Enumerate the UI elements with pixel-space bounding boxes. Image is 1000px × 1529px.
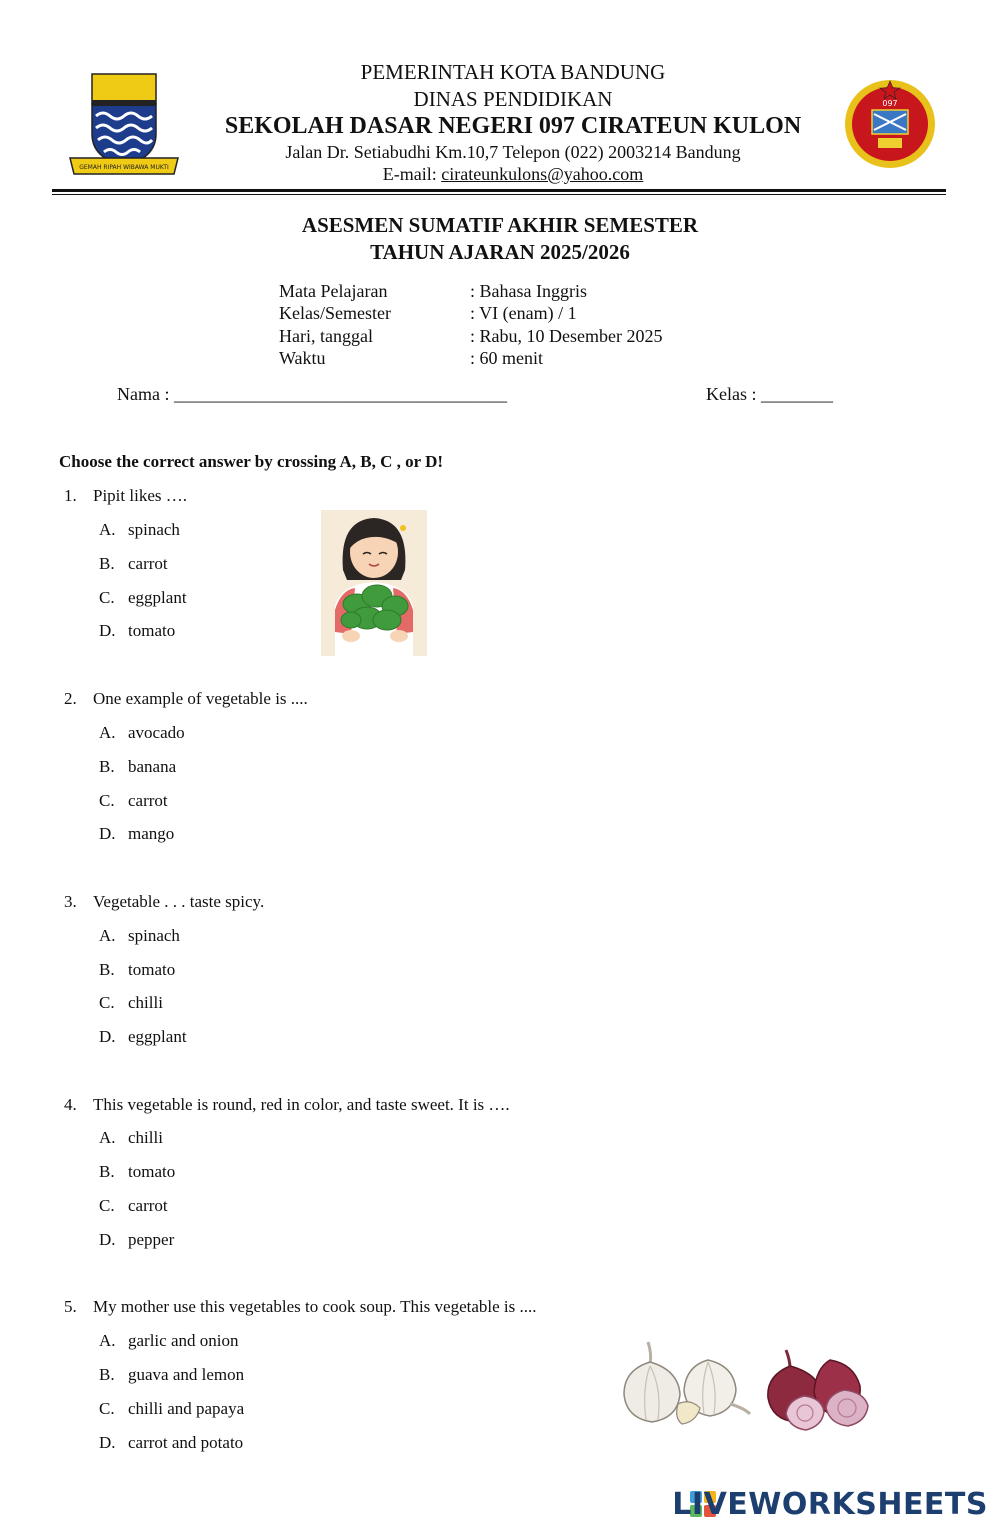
info-value-subject: : Bahasa Inggris: [470, 281, 587, 301]
student-name-field[interactable]: Nama : _____________________________________: [117, 384, 507, 404]
question-text: One example of vegetable is ....: [93, 689, 308, 708]
school-seal-logo: [842, 78, 938, 170]
info-value-time: : 60 menit: [470, 348, 543, 368]
option-letter[interactable]: C.: [99, 1196, 115, 1215]
option-letter[interactable]: D.: [99, 621, 116, 640]
student-class-field[interactable]: Kelas : ________: [706, 384, 833, 404]
option-letter[interactable]: A.: [99, 723, 116, 742]
info-value-date: : Rabu, 10 Desember 2025: [470, 326, 663, 346]
header-address: Jalan Dr. Setiabudhi Km.10,7 Telepon (022) 2003214 Bandung: [285, 142, 741, 162]
option-text[interactable]: garlic and onion: [128, 1331, 239, 1350]
question-number: 2.: [64, 689, 77, 708]
option-text[interactable]: carrot: [128, 791, 168, 810]
info-label-class: Kelas/Semester: [279, 303, 391, 323]
option-letter[interactable]: B.: [99, 1162, 115, 1181]
option-text[interactable]: tomato: [128, 1162, 176, 1181]
option-text[interactable]: tomato: [128, 621, 176, 640]
option-letter[interactable]: A.: [99, 520, 116, 539]
option-text[interactable]: eggplant: [128, 588, 187, 607]
option-text[interactable]: banana: [128, 757, 177, 776]
question-text: This vegetable is round, red in color, and taste sweet. It is ….: [93, 1095, 510, 1114]
option-text[interactable]: eggplant: [128, 1027, 187, 1046]
liveworksheets-brand[interactable]: LIVEWORKSHEETS: [672, 1487, 988, 1522]
option-letter[interactable]: B.: [99, 1365, 115, 1384]
question-number: 1.: [64, 486, 77, 505]
option-text[interactable]: chilli: [128, 1128, 163, 1147]
option-letter[interactable]: D.: [99, 1230, 116, 1249]
header-divider-thin: [52, 194, 946, 195]
instruction: Choose the correct answer by crossing A, B, C , or D!: [59, 452, 444, 471]
option-text[interactable]: pepper: [128, 1230, 175, 1249]
option-letter[interactable]: D.: [99, 1027, 116, 1046]
svg-text:097: 097: [882, 99, 898, 108]
question-text: Vegetable . . . taste spicy.: [93, 892, 265, 911]
info-label-time: Waktu: [279, 348, 326, 368]
info-label-subject: Mata Pelajaran: [279, 281, 388, 301]
bandung-city-logo: [66, 70, 182, 180]
exam-year: TAHUN AJARAN 2025/2026: [370, 240, 630, 264]
option-text[interactable]: spinach: [128, 926, 180, 945]
header-school-name: SEKOLAH DASAR NEGERI 097 CIRATEUN KULON: [224, 113, 802, 139]
header-government: PEMERINTAH KOTA BANDUNG: [360, 60, 666, 84]
email-link[interactable]: cirateunkulons@yahoo.com: [441, 164, 644, 184]
garlic-illustration: [620, 1338, 754, 1430]
exam-title: ASESMEN SUMATIF AKHIR SEMESTER: [301, 213, 699, 237]
option-text[interactable]: chilli: [128, 993, 163, 1012]
question-text: My mother use this vegetables to cook soup. This vegetable is ....: [93, 1297, 537, 1316]
option-text[interactable]: chilli and papaya: [128, 1399, 245, 1418]
svg-text:GEMAH RIPAH WIBAWA MUKTI: GEMAH RIPAH WIBAWA MUKTI: [79, 164, 169, 171]
email-label: E-mail:: [382, 164, 442, 184]
option-letter[interactable]: B.: [99, 554, 115, 573]
option-text[interactable]: avocado: [128, 723, 185, 742]
info-value-class: : VI (enam) / 1: [470, 303, 577, 323]
question-number: 3.: [64, 892, 77, 911]
option-text[interactable]: spinach: [128, 520, 180, 539]
option-letter[interactable]: C.: [99, 588, 115, 607]
option-text[interactable]: carrot and potato: [128, 1433, 244, 1452]
option-text[interactable]: tomato: [128, 960, 176, 979]
option-letter[interactable]: C.: [99, 993, 115, 1012]
header-department: DINAS PENDIDIKAN: [413, 87, 613, 111]
option-letter[interactable]: D.: [99, 1433, 116, 1452]
question-number: 4.: [64, 1095, 77, 1114]
header-divider-thick: [52, 189, 946, 192]
girl-holding-spinach-illustration: [321, 510, 427, 656]
option-letter[interactable]: A.: [99, 1128, 116, 1147]
option-letter[interactable]: A.: [99, 926, 116, 945]
header-email-line: [180, 165, 846, 183]
option-letter[interactable]: C.: [99, 1399, 115, 1418]
option-letter[interactable]: D.: [99, 824, 116, 843]
option-text[interactable]: mango: [128, 824, 175, 843]
onion-illustration: [764, 1346, 876, 1432]
question-number: 5.: [64, 1297, 77, 1316]
option-letter[interactable]: C.: [99, 791, 115, 810]
option-letter[interactable]: A.: [99, 1331, 116, 1350]
option-letter[interactable]: B.: [99, 757, 115, 776]
info-label-date: Hari, tanggal: [279, 326, 373, 346]
option-text[interactable]: guava and lemon: [128, 1365, 245, 1384]
question-text: Pipit likes ….: [93, 486, 187, 505]
option-letter[interactable]: B.: [99, 960, 115, 979]
option-text[interactable]: carrot: [128, 554, 168, 573]
option-text[interactable]: carrot: [128, 1196, 168, 1215]
